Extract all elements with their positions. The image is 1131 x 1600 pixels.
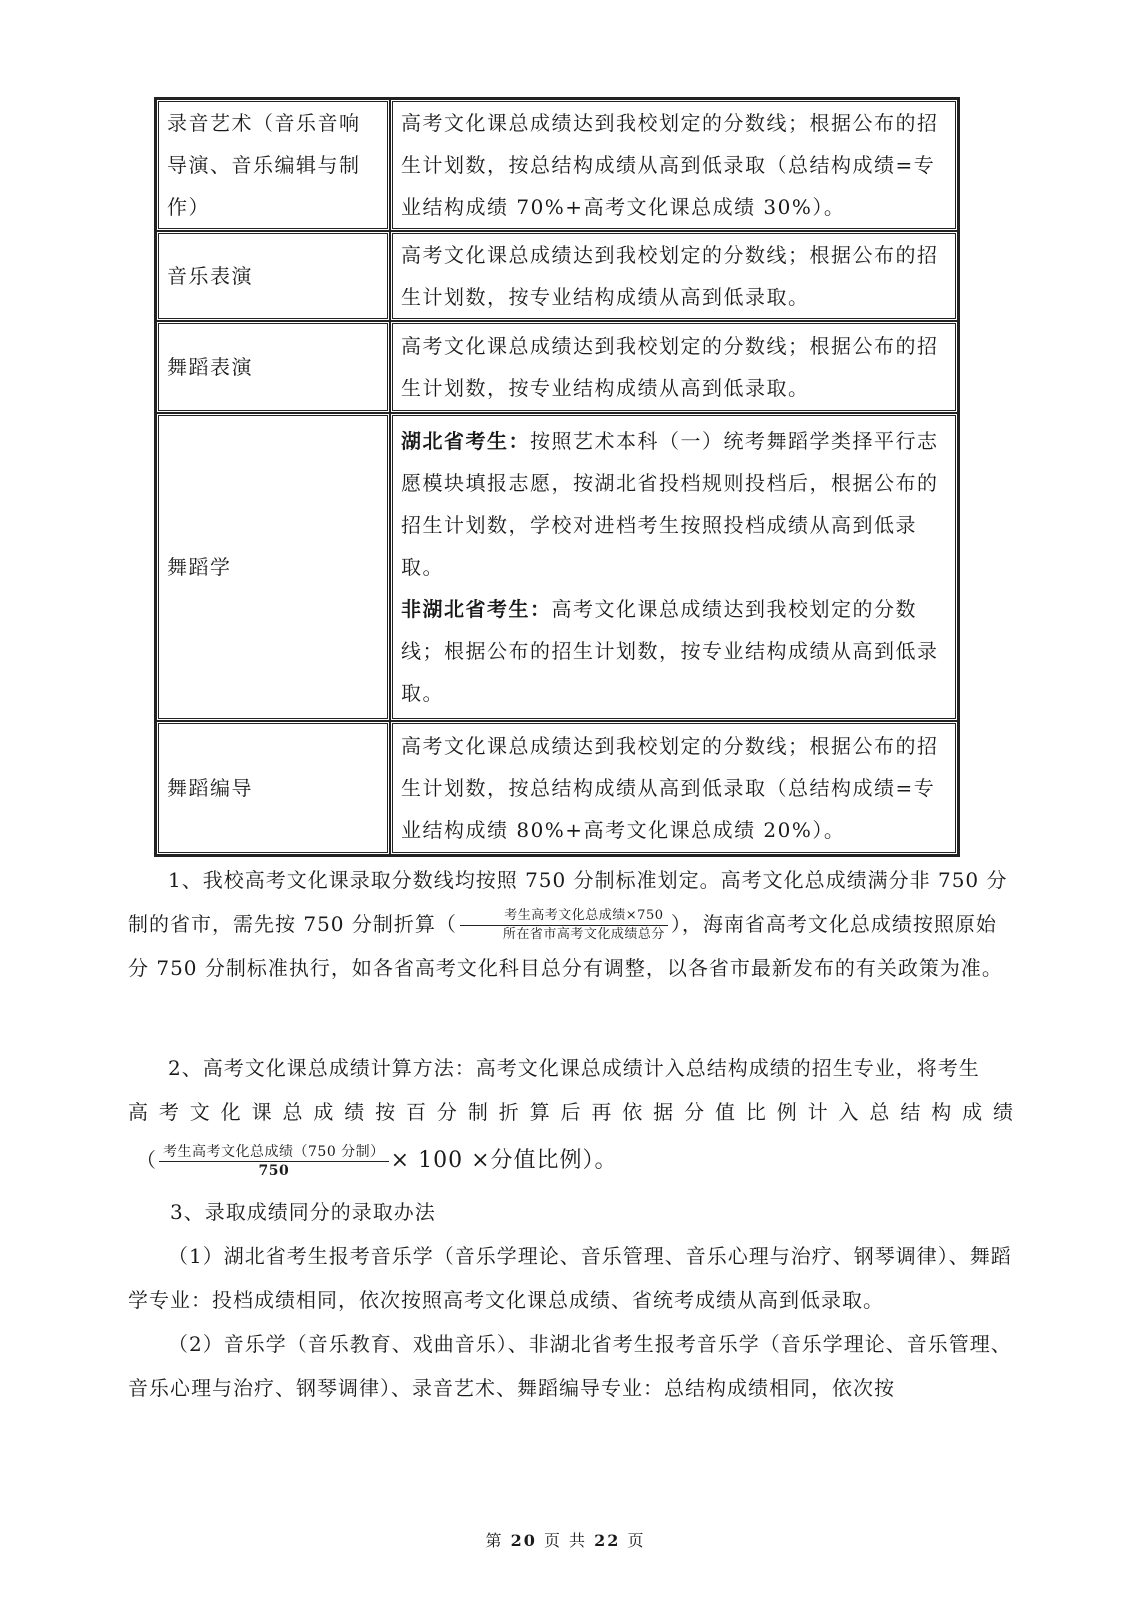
note-1-before: 1、我校高考文化课录取分数线均按照 750 分制标准划定。高考文化总成绩满分非 750 分制的省市，需先按 750 分制折算（ [128, 868, 1008, 936]
formula-denominator: 750 [258, 1163, 290, 1179]
major-name: 舞蹈编导 [156, 721, 390, 855]
note-2-formula-line [136, 1138, 1022, 1183]
formula-numerator: 考生高考文化总成绩（750 分制） [159, 1144, 389, 1162]
note-3-item-2: （2）音乐学（音乐教育、戏曲音乐）、非湖北省考生报考音乐学（音乐学理论、音乐管理、音乐心理与治疗、钢琴调律）、录音艺术、舞蹈编导专业：总结构成绩相同，依次按 [128, 1332, 1012, 1400]
major-name: 舞蹈学 [156, 413, 390, 721]
non-hubei-rule [401, 588, 947, 714]
percent-formula [159, 1144, 389, 1179]
table-row [156, 413, 958, 721]
page-middle: 页 共 [543, 1531, 588, 1550]
admission-rules-table [154, 97, 960, 857]
admission-rule: 高考文化课总成绩达到我校划定的分数线；根据公布的招生计划数，按总结构成绩从高到低录取（总结构成绩=专业结构成绩 70%+高考文化课总成绩 30%）。 [390, 99, 958, 231]
page-number [0, 1528, 1131, 1551]
formula-open-paren: （ [136, 1148, 157, 1172]
table-row [156, 231, 958, 321]
major-name: 舞蹈表演 [156, 321, 390, 413]
hubei-rule [401, 420, 947, 588]
total-pages: 22 [594, 1531, 621, 1550]
table-row [156, 99, 958, 231]
table-row [156, 321, 958, 413]
non-hubei-label: 非湖北省考生： [401, 597, 552, 621]
note-2-line-2: 高考文化课总成绩按百分制折算后再依据分值比例计入总结构成绩 [128, 1100, 1014, 1124]
table-row [156, 721, 958, 855]
non-hubei-text: 高考文化课总成绩达到我校划定的分数线；根据公布的招生计划数，按专业结构成绩从高到低录取。 [401, 597, 939, 705]
admission-rule [390, 413, 958, 721]
hubei-text: 按照艺术本科（一）统考舞蹈学类择平行志愿模块填报志愿，按湖北省投档规则投档后，根据公布的招生计划数，学校对进档考生按照投档成绩从高到低录取。 [401, 429, 939, 579]
note-3-title: 3、录取成绩同分的录取办法 [170, 1200, 436, 1224]
note-3-item-1: （1）湖北省考生报考音乐学（音乐学理论、音乐管理、音乐心理与治疗、钢琴调律）、舞蹈学专业：投档成绩相同，依次按照高考文化课总成绩、省统考成绩从高到低录取。 [128, 1244, 1012, 1312]
page-prefix: 第 [485, 1531, 504, 1550]
formula-numerator: 考生高考文化总成绩×750 [460, 908, 667, 926]
note-2-line-1: 2、高考文化课总成绩计算方法：高考文化课总成绩计入总结构成绩的招生专业，将考生 [168, 1056, 980, 1080]
hubei-label: 湖北省考生： [401, 429, 530, 453]
page-suffix: 页 [627, 1531, 646, 1550]
formula-denominator: 所在省市高考文化成绩总分 [502, 927, 665, 942]
major-name: 音乐表演 [156, 231, 390, 321]
admission-rule: 高考文化课总成绩达到我校划定的分数线；根据公布的招生计划数，按专业结构成绩从高到低录取。 [390, 321, 958, 413]
note-1-after: ），海南省高考文化总成绩按照原始分 750 分制标准执行，如各省高考文化科目总分有调整，以各省市最新发布的有关政策为准。 [128, 912, 1003, 980]
note-2-after: × 100 ×分值比例）。 [390, 1148, 618, 1173]
major-name: 录音艺术（音乐音响导演、音乐编辑与制作） [156, 99, 390, 231]
admission-rule: 高考文化课总成绩达到我校划定的分数线；根据公布的招生计划数，按专业结构成绩从高到低录取。 [390, 231, 958, 321]
admission-rule: 高考文化课总成绩达到我校划定的分数线；根据公布的招生计划数，按总结构成绩从高到低录取（总结构成绩=专业结构成绩 80%+高考文化课总成绩 20%）。 [390, 721, 958, 855]
current-page: 20 [510, 1531, 537, 1550]
note-1 [128, 858, 1014, 990]
conversion-formula [459, 908, 669, 943]
